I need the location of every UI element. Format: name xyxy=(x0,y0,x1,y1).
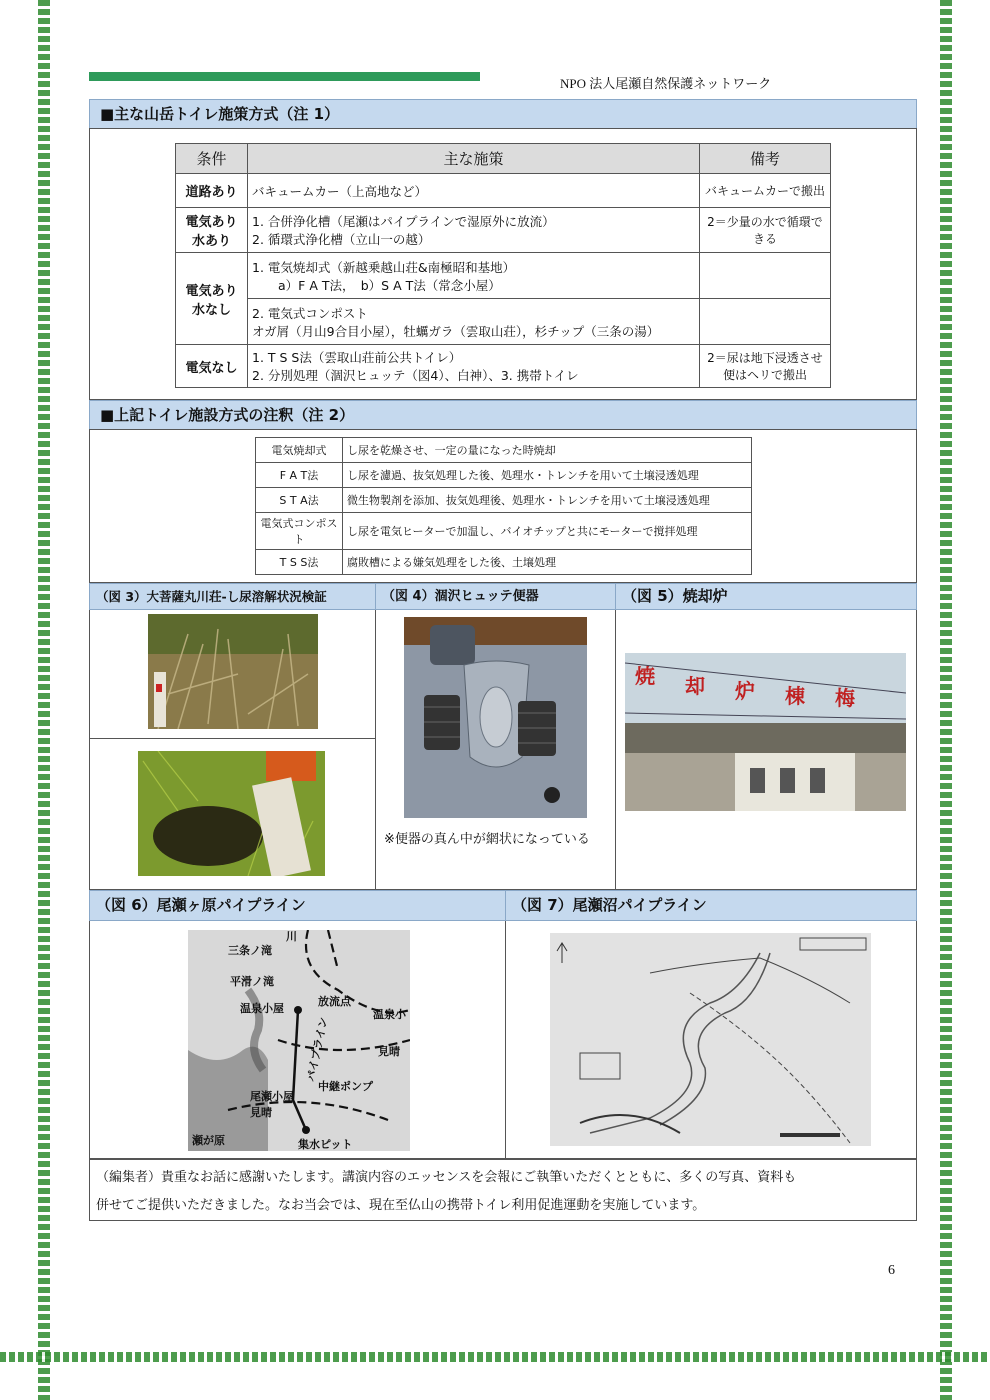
page-number: 6 xyxy=(888,1263,895,1278)
map-label: 平滑ノ滝 xyxy=(230,975,274,988)
editor-note xyxy=(89,1159,917,1221)
divider xyxy=(375,583,376,890)
table-cell: 微生物製剤を添加、抜気処理後、処理水・トレンチを用いて土壌浸透処理 xyxy=(343,488,752,513)
editor-line-2: 併せてご提供いただきました。なお当会では、現在至仏山の携帯トイレ利用促進運動を実施しています。 xyxy=(96,1198,706,1213)
toilet-measures-table xyxy=(175,143,831,388)
table-cell: F A T法 xyxy=(256,463,343,488)
fig4-photo-toilet xyxy=(404,617,587,818)
map-label: 放流点 xyxy=(318,995,351,1008)
map-label: パイプライン xyxy=(304,1016,331,1083)
svg-text:炉: 炉 xyxy=(735,679,755,703)
section1-title: ■主な山岳トイレ施策方式（注 1） xyxy=(89,99,917,129)
left-border xyxy=(38,0,50,1400)
divider xyxy=(615,583,616,890)
map-label: 温泉小 xyxy=(373,1008,406,1021)
measure-line: オガ屑（月山9合目小屋），牡蠣ガラ（雲取山荘），杉チップ（三条の湯） xyxy=(252,323,660,339)
fig3-photo-grass xyxy=(148,614,318,729)
fig6-caption: （図 6）尾瀬ヶ原パイプライン xyxy=(89,890,506,921)
map-label: 温泉小屋 xyxy=(240,1002,284,1015)
measure-line: a）F A T法， b）S A T法（常念小屋） xyxy=(278,277,501,293)
fig3-photo-pit xyxy=(138,751,325,876)
svg-text:梅: 梅 xyxy=(835,686,855,710)
table-cell: し尿を電気ヒーターで加温し、バイオチップと共にモーターで撹拌処理 xyxy=(343,513,752,550)
fig7-map xyxy=(550,933,871,1146)
measure-line: 1. T S S法（雲取山荘前公共トイレ） xyxy=(252,350,462,365)
bottom-border xyxy=(0,1352,990,1362)
map-label: 中継ポンプ xyxy=(318,1080,373,1093)
table-cell: 電気あり水あり xyxy=(176,208,248,253)
table-cell: し尿を濾過、抜気処理した後、処理水・トレンチを用いて土壌浸透処理 xyxy=(343,463,752,488)
fig7-caption: （図 7）尾瀬沼パイプライン xyxy=(505,890,917,921)
table-cell: 電気あり水なし xyxy=(176,253,248,345)
table-cell: 電気焼却式 xyxy=(256,438,343,463)
table-cell: 電気式コンポスト xyxy=(256,513,343,550)
table-cell xyxy=(248,253,700,299)
divider xyxy=(89,738,376,739)
right-border xyxy=(940,0,952,1400)
fig6-map xyxy=(188,930,410,1151)
table-cell xyxy=(248,208,700,253)
measure-line: 2. 分別処理（涸沢ヒュッテ（図4）、白神）、3. 携帯トイレ xyxy=(252,368,579,383)
table-cell: し尿を乾燥させ、一定の量になった時焼却 xyxy=(343,438,752,463)
map-label: 尾瀬小屋 xyxy=(250,1090,294,1103)
map-label: 集水ピット xyxy=(298,1138,353,1151)
map-label: 三条ノ滝 xyxy=(228,944,272,957)
table-cell: S T A法 xyxy=(256,488,343,513)
measure-line: 2. 電気式コンポスト xyxy=(252,305,368,321)
table-cell: 腐敗槽による嫌気処理をした後、土壌処理 xyxy=(343,550,752,575)
map-label: 見晴 xyxy=(378,1045,400,1058)
col-note: 備考 xyxy=(700,144,831,174)
svg-text:却: 却 xyxy=(685,674,705,698)
section2-title: ■上記トイレ施設方式の注釈（注 2） xyxy=(89,400,917,430)
table-cell xyxy=(248,345,700,388)
measure-line: 1. 合併浄化槽（尾瀬はパイプラインで湿原外に放流） xyxy=(252,214,555,229)
svg-text:焼: 焼 xyxy=(635,664,655,688)
table-cell: 2＝少量の水で循環できる xyxy=(700,208,831,253)
map-label: 見晴 xyxy=(250,1106,272,1119)
table-cell xyxy=(700,253,831,299)
fig3-caption: （図 3）大菩薩丸川荘-し尿溶解状況検証 xyxy=(89,583,376,610)
fig4-note: ※便器の真ん中が網状になっている xyxy=(384,832,590,847)
table-cell: 道路あり xyxy=(176,174,248,208)
divider xyxy=(505,890,506,1159)
map-label: 川 xyxy=(286,930,297,943)
org-name: NPO 法人尾瀬自然保護ネットワーク xyxy=(560,76,772,91)
fig5-photo-incinerator xyxy=(625,653,906,811)
col-measure: 主な施策 xyxy=(248,144,700,174)
annotation-table xyxy=(255,437,752,575)
svg-text:棟: 棟 xyxy=(785,684,805,708)
map-label: 瀬が原 xyxy=(192,1134,225,1147)
table-cell: バキュームカー（上高地など） xyxy=(248,174,700,208)
fig5-caption: （図 5）焼却炉 xyxy=(615,583,917,610)
table-cell: 2＝尿は地下浸透させ便はヘリで搬出 xyxy=(700,345,831,388)
header-green-bar xyxy=(89,72,480,81)
measure-line: 1. 電気焼却式（新越乗越山荘&南極昭和基地） xyxy=(252,259,516,275)
table-cell: バキュームカーで搬出 xyxy=(700,174,831,208)
col-cond: 条件 xyxy=(176,144,248,174)
table-cell: T S S法 xyxy=(256,550,343,575)
table-cell: 電気なし xyxy=(176,345,248,388)
editor-line-1: （編集者）貴重なお話に感謝いたします。講演内容のエッセンスを会報にご執筆いただくとともに、多くの写真、資料も xyxy=(96,1170,797,1185)
fig4-caption: （図 4）涸沢ヒュッテ便器 xyxy=(375,583,616,610)
table-cell xyxy=(248,299,700,345)
measure-line: 2. 循環式浄化槽（立山一の越） xyxy=(252,232,431,247)
table-cell xyxy=(700,299,831,345)
